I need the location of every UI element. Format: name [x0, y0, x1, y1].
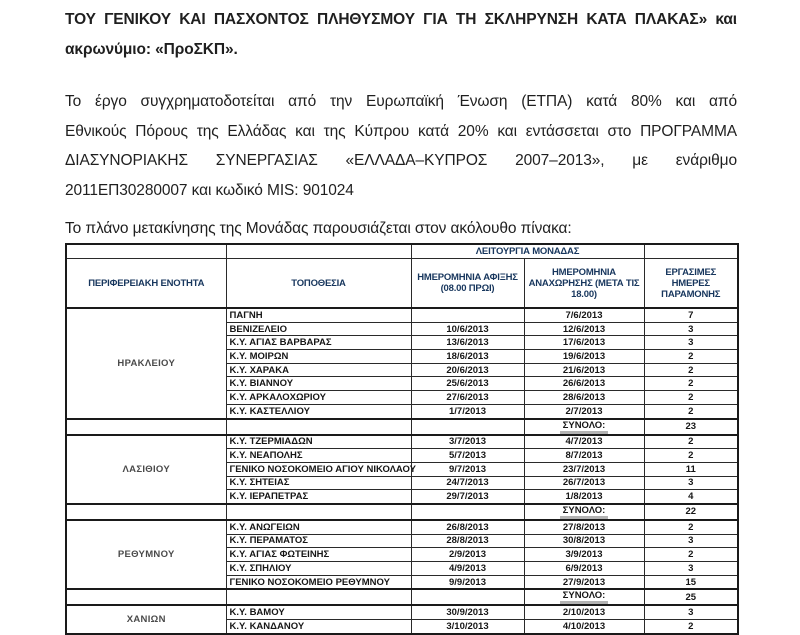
- document-content: [65, 0, 737, 635]
- funding-line-4: 2011ΕΠ30280007 και κωδικό MIS: 901024: [65, 181, 354, 199]
- location-cell: Κ.Υ. ΑΓΙΑΣ ΦΩΤΕΙΝΗΣ: [226, 548, 411, 562]
- total-row-empty-region: [66, 504, 226, 520]
- working-days-cell: 2: [644, 404, 738, 418]
- working-days-cell: 3: [644, 476, 738, 490]
- working-days-cell: 11: [644, 462, 738, 476]
- location-cell: Κ.Υ. ΣΠΗΛΙΟΥ: [226, 562, 411, 576]
- funding-line-2: Εθνικούς Πόρους της Ελλάδας και της Κύπρου κατά 20% και εντάσσεται στο ΠΡΟΓΡΑΜΜΑ: [65, 122, 737, 140]
- schedule-table-body: [66, 308, 738, 634]
- table-row: [66, 435, 738, 449]
- working-days-cell: 3: [644, 534, 738, 548]
- departure-date-cell: 27/8/2013: [524, 520, 644, 534]
- group-header-unit-operation: ΛΕΙΤΟΥΡΓΙΑ ΜΟΝΑΔΑΣ: [411, 244, 644, 259]
- total-label-cell: [524, 589, 644, 605]
- region-cell: ΛΑΣΙΘΙΟΥ: [66, 435, 226, 504]
- table-header: [66, 244, 738, 308]
- total-value-cell: 23: [644, 419, 738, 435]
- column-header-location: ΤΟΠΟΘΕΣΙΑ: [226, 259, 411, 309]
- location-cell: Κ.Υ. ΑΓΙΑΣ ΒΑΡΒΑΡΑΣ: [226, 336, 411, 350]
- departure-date-cell: 2/7/2013: [524, 404, 644, 418]
- group-header-spacer-right: [644, 244, 738, 259]
- total-label: ΣΥΝΟΛΟ:: [560, 420, 609, 434]
- working-days-cell: 3: [644, 605, 738, 619]
- total-label-cell: [524, 504, 644, 520]
- table-column-header-row: [66, 259, 738, 309]
- departure-date-cell: 2/10/2013: [524, 605, 644, 619]
- column-header-working-days: ΕΡΓΑΣΙΜΕΣ ΗΜΕΡΕΣ ΠΑΡΑΜΟΝΗΣ: [644, 259, 738, 309]
- arrival-date-cell: [411, 308, 524, 322]
- arrival-date-cell: 9/9/2013: [411, 575, 524, 589]
- table-group-header-row: [66, 244, 738, 259]
- table-row: [66, 308, 738, 322]
- table-intro-text: Το πλάνο μετακίνησης της Μονάδας παρουσιάζεται στον ακόλουθο πίνακα:: [65, 220, 572, 237]
- arrival-date-cell: 1/7/2013: [411, 404, 524, 418]
- location-cell: ΒΕΝΙΖΕΛΕΙΟ: [226, 322, 411, 336]
- location-cell: Κ.Υ. ΠΕΡΑΜΑΤΟΣ: [226, 534, 411, 548]
- arrival-date-cell: 9/7/2013: [411, 462, 524, 476]
- total-row-empty-location: [226, 589, 411, 605]
- departure-date-cell: 27/9/2013: [524, 575, 644, 589]
- location-cell: Κ.Υ. ΑΡΚΑΛΟΧΩΡΙΟΥ: [226, 391, 411, 405]
- column-header-arrival-date: ΗΜΕΡΟΜΗΝΙΑ ΑΦΙΞΗΣ (08.00 ΠΡΩΙ): [411, 259, 524, 309]
- total-label-cell: [524, 419, 644, 435]
- location-cell: Κ.Υ. ΚΑΝΔΑΝΟΥ: [226, 620, 411, 634]
- location-cell: Κ.Υ. ΜΟΙΡΩΝ: [226, 350, 411, 364]
- arrival-date-cell: 3/7/2013: [411, 435, 524, 449]
- departure-date-cell: 4/7/2013: [524, 435, 644, 449]
- location-cell: ΓΕΝΙΚΟ ΝΟΣΟΚΟΜΕΙΟ ΑΓΙΟΥ ΝΙΚΟΛΑΟΥ: [226, 462, 411, 476]
- location-cell: Κ.Υ. ΑΝΩΓΕΙΩΝ: [226, 520, 411, 534]
- total-row-empty-arrival: [411, 504, 524, 520]
- total-label: ΣΥΝΟΛΟ:: [560, 505, 609, 519]
- section-total-row: [66, 589, 738, 605]
- heading-line-1: ΤΟΥ ΓΕΝΙΚΟΥ ΚΑΙ ΠΑΣΧΟΝΤΟΣ ΠΛΗΘΥΣΜΟΥ ΓΙΑ ΤΗ ΣΚΛΗΡΥΝΣΗ ΚΑΤΑ ΠΛΑΚΑΣ» και: [65, 11, 737, 28]
- departure-date-cell: 6/9/2013: [524, 562, 644, 576]
- region-cell: ΗΡΑΚΛΕΙΟΥ: [66, 308, 226, 419]
- working-days-cell: 3: [644, 322, 738, 336]
- arrival-date-cell: 27/6/2013: [411, 391, 524, 405]
- departure-date-cell: 8/7/2013: [524, 449, 644, 463]
- column-header-regional-unit: ΠΕΡΙΦΕΡΕΙΑΚΗ ΕΝΟΤΗΤΑ: [66, 259, 226, 309]
- location-cell: Κ.Υ. ΤΖΕΡΜΙΑΔΩΝ: [226, 435, 411, 449]
- arrival-date-cell: 28/8/2013: [411, 534, 524, 548]
- working-days-cell: 15: [644, 575, 738, 589]
- section-total-row: [66, 419, 738, 435]
- arrival-date-cell: 13/6/2013: [411, 336, 524, 350]
- funding-line-1: Το έργο συγχρηματοδοτείται από την Ευρωπαϊκή Ένωση (ΕΤΠΑ) κατά 80% και από: [65, 93, 737, 110]
- departure-date-cell: 26/7/2013: [524, 476, 644, 490]
- total-row-empty-region: [66, 419, 226, 435]
- location-cell: Κ.Υ. ΝΕΑΠΟΛΗΣ: [226, 449, 411, 463]
- location-cell: Κ.Υ. ΒΑΜΟΥ: [226, 605, 411, 619]
- working-days-cell: 3: [644, 562, 738, 576]
- arrival-date-cell: 18/6/2013: [411, 350, 524, 364]
- heading-line-2: ακρωνύμιο: «ΠροΣΚΠ».: [65, 41, 238, 58]
- departure-date-cell: 17/6/2013: [524, 336, 644, 350]
- departure-date-cell: 3/9/2013: [524, 548, 644, 562]
- location-cell: Κ.Υ. ΙΕΡΑΠΕΤΡΑΣ: [226, 490, 411, 504]
- working-days-cell: 2: [644, 520, 738, 534]
- working-days-cell: 2: [644, 548, 738, 562]
- departure-date-cell: 4/10/2013: [524, 620, 644, 634]
- location-cell: ΓΕΝΙΚΟ ΝΟΣΟΚΟΜΕΙΟ ΡΕΘΥΜΝΟΥ: [226, 575, 411, 589]
- location-cell: Κ.Υ. ΧΑΡΑΚΑ: [226, 363, 411, 377]
- arrival-date-cell: 10/6/2013: [411, 322, 524, 336]
- departure-date-cell: 12/6/2013: [524, 322, 644, 336]
- arrival-date-cell: 24/7/2013: [411, 476, 524, 490]
- departure-date-cell: 21/6/2013: [524, 363, 644, 377]
- arrival-date-cell: 26/8/2013: [411, 520, 524, 534]
- total-row-empty-region: [66, 589, 226, 605]
- working-days-cell: 2: [644, 377, 738, 391]
- working-days-cell: 7: [644, 308, 738, 322]
- working-days-cell: 2: [644, 350, 738, 364]
- table-row: [66, 605, 738, 619]
- group-header-spacer-left-2: [226, 244, 411, 259]
- arrival-date-cell: 4/9/2013: [411, 562, 524, 576]
- arrival-date-cell: 30/9/2013: [411, 605, 524, 619]
- location-cell: Κ.Υ. ΚΑΣΤΕΛΛΙΟΥ: [226, 404, 411, 418]
- departure-date-cell: 1/8/2013: [524, 490, 644, 504]
- working-days-cell: 3: [644, 336, 738, 350]
- departure-date-cell: 26/6/2013: [524, 377, 644, 391]
- working-days-cell: 2: [644, 449, 738, 463]
- column-header-departure-date: ΗΜΕΡΟΜΗΝΙΑ ΑΝΑΧΩΡΗΣΗΣ (ΜΕΤΑ ΤΙΣ 18.00): [524, 259, 644, 309]
- working-days-cell: 2: [644, 363, 738, 377]
- departure-date-cell: 19/6/2013: [524, 350, 644, 364]
- working-days-cell: 2: [644, 435, 738, 449]
- location-cell: Κ.Υ. ΒΙΑΝΝΟΥ: [226, 377, 411, 391]
- document-heading: [65, 5, 737, 65]
- arrival-date-cell: 29/7/2013: [411, 490, 524, 504]
- total-row-empty-arrival: [411, 419, 524, 435]
- arrival-date-cell: 20/6/2013: [411, 363, 524, 377]
- funding-line-3: ΔΙΑΣΥΝΟΡΙΑΚΗΣ ΣΥΝΕΡΓΑΣΙΑΣ «ΕΛΛΑΔΑ–ΚΥΠΡΟΣ 2007–2013», με ενάριθμο: [65, 152, 737, 169]
- working-days-cell: 2: [644, 391, 738, 405]
- table-row: [66, 520, 738, 534]
- total-row-empty-location: [226, 504, 411, 520]
- location-cell: Κ.Υ. ΣΗΤΕΙΑΣ: [226, 476, 411, 490]
- total-label: ΣΥΝΟΛΟ:: [560, 590, 609, 604]
- funding-paragraph: [65, 87, 737, 205]
- departure-date-cell: 7/6/2013: [524, 308, 644, 322]
- section-total-row: [66, 504, 738, 520]
- arrival-date-cell: 3/10/2013: [411, 620, 524, 634]
- location-cell: ΠΑΓΝΗ: [226, 308, 411, 322]
- group-header-spacer-left-1: [66, 244, 226, 259]
- departure-date-cell: 30/8/2013: [524, 534, 644, 548]
- working-days-cell: 4: [644, 490, 738, 504]
- total-row-empty-arrival: [411, 589, 524, 605]
- arrival-date-cell: 5/7/2013: [411, 449, 524, 463]
- total-value-cell: 22: [644, 504, 738, 520]
- arrival-date-cell: 2/9/2013: [411, 548, 524, 562]
- arrival-date-cell: 25/6/2013: [411, 377, 524, 391]
- region-cell: ΡΕΘΥΜΝΟΥ: [66, 520, 226, 589]
- total-value-cell: 25: [644, 589, 738, 605]
- total-row-empty-location: [226, 419, 411, 435]
- relocation-schedule-table: [65, 243, 739, 635]
- departure-date-cell: 23/7/2013: [524, 462, 644, 476]
- departure-date-cell: 28/6/2013: [524, 391, 644, 405]
- working-days-cell: 2: [644, 620, 738, 634]
- region-cell: ΧΑΝΙΩΝ: [66, 605, 226, 633]
